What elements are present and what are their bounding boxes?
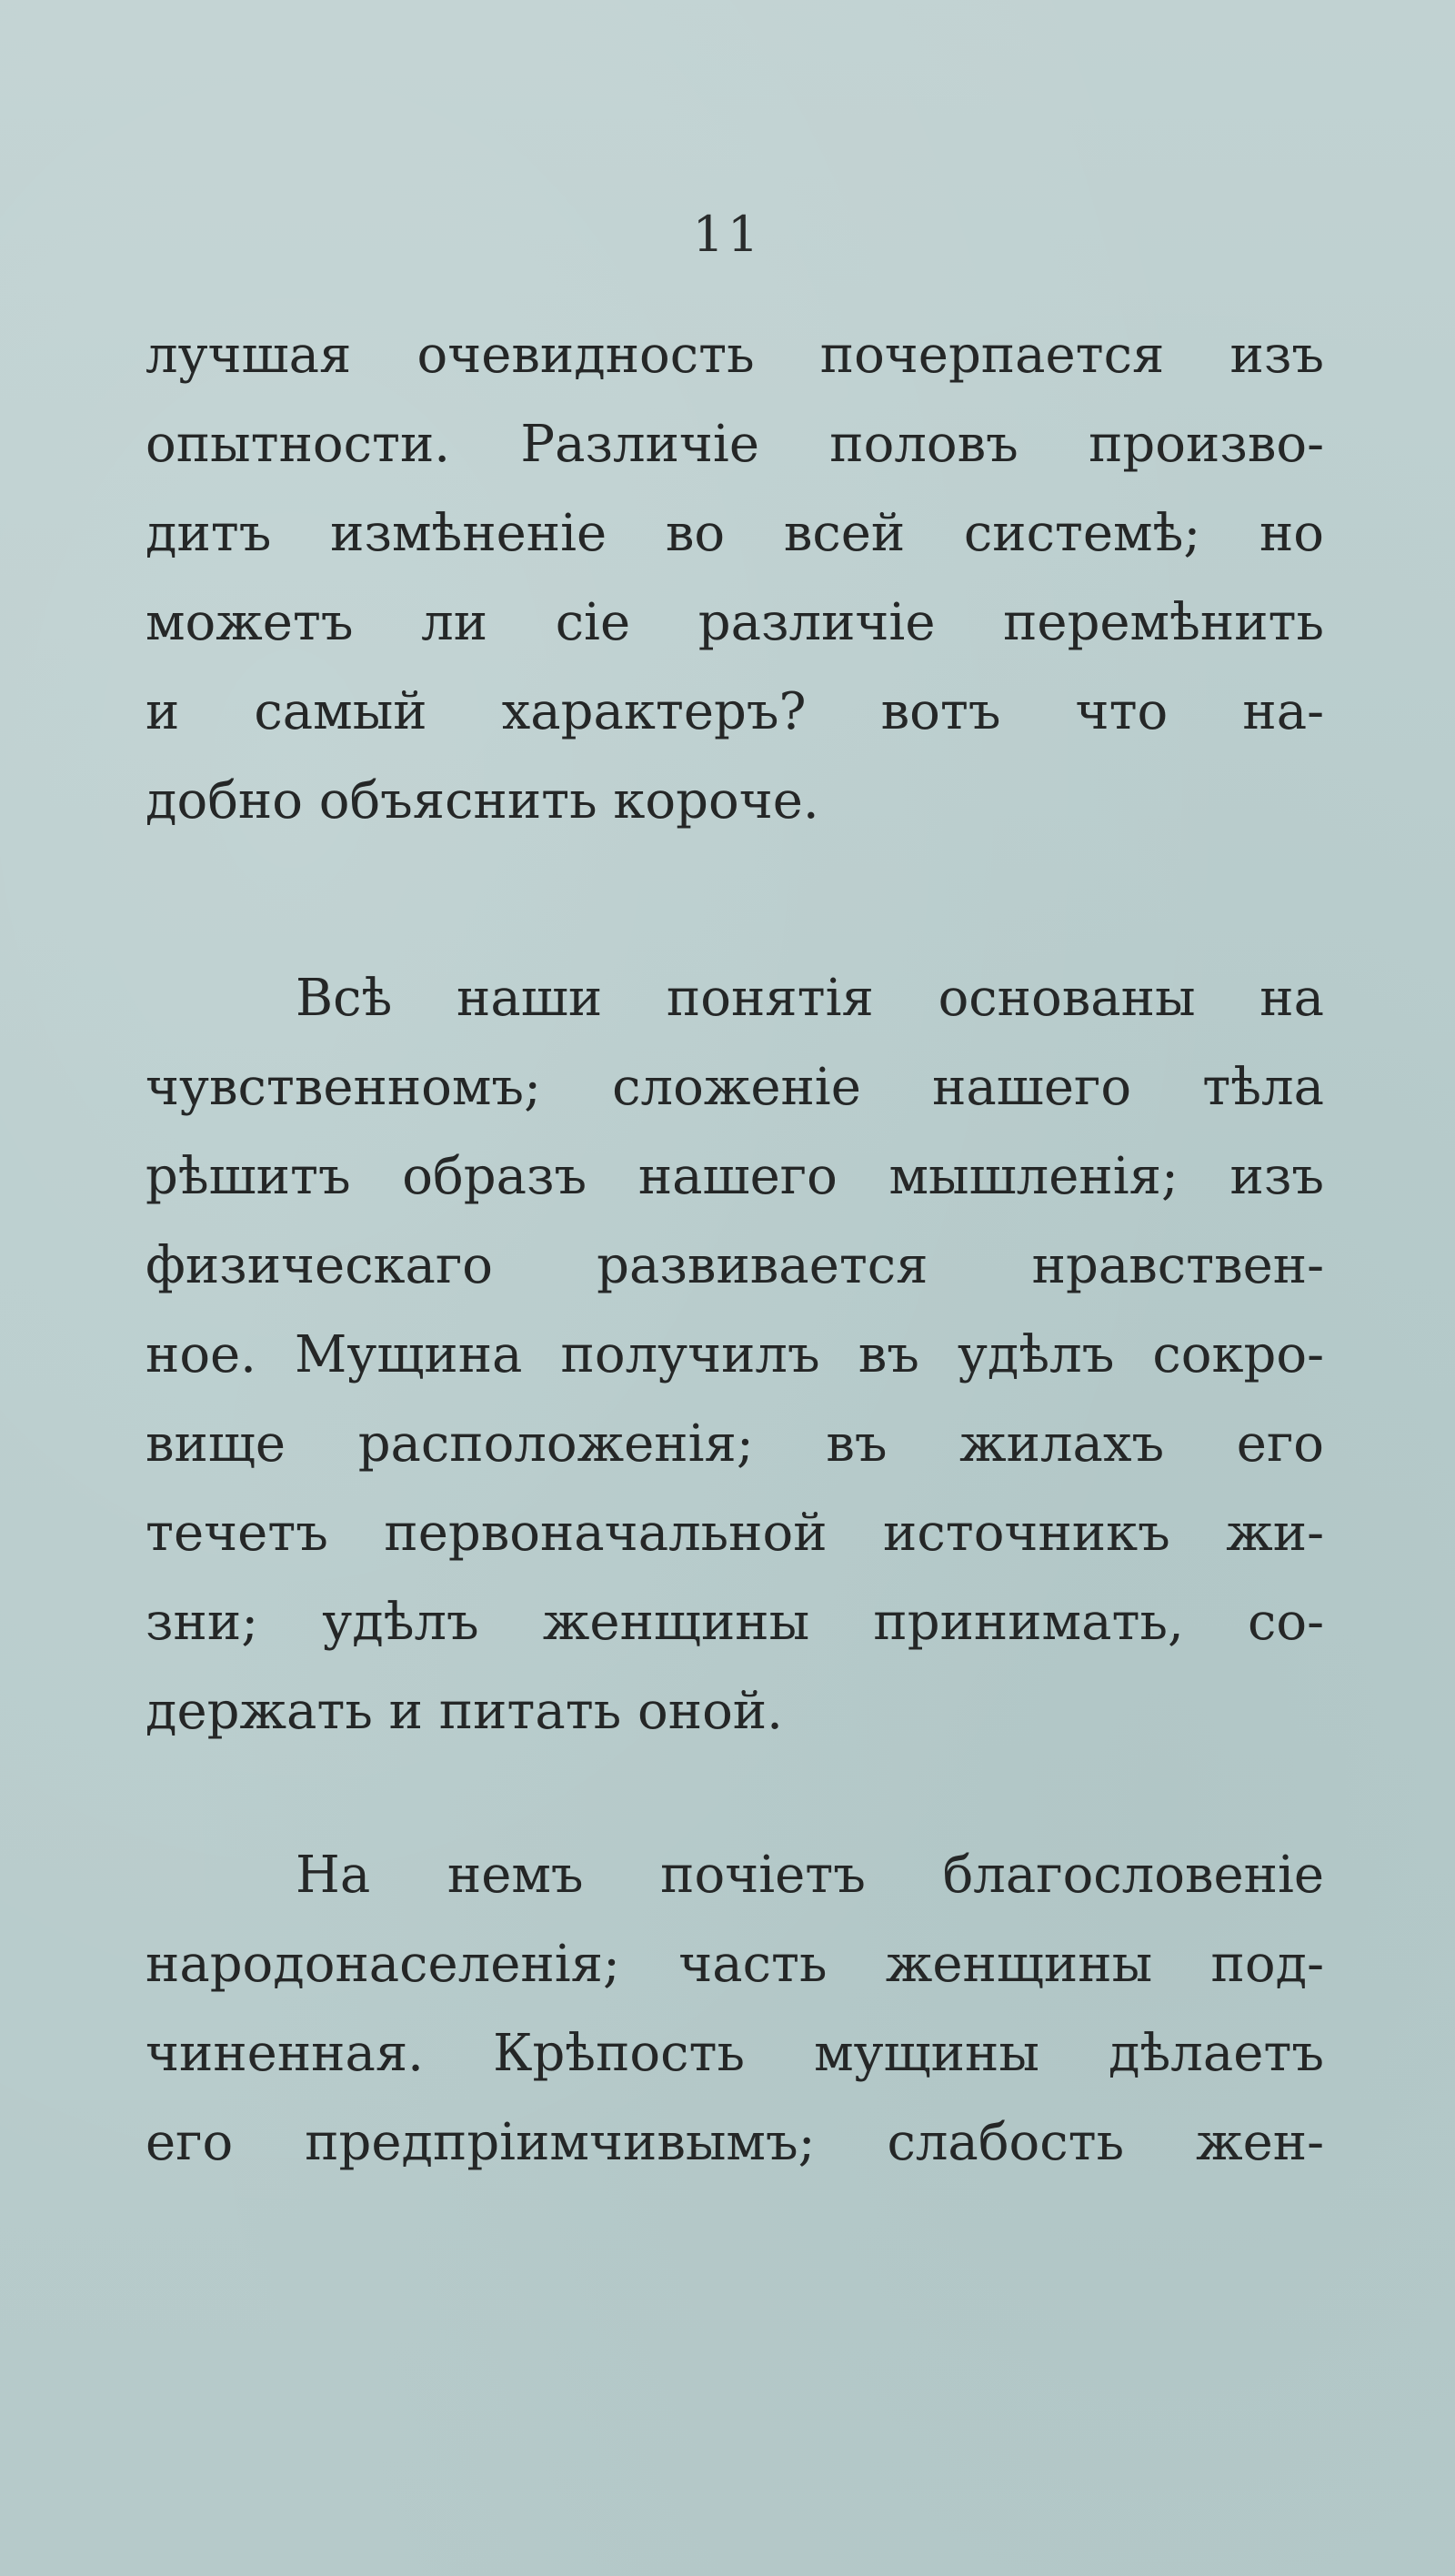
text-line: можетъ ли сіе различіе перемѣнить <box>146 593 1324 652</box>
text-line: Всѣ наши понятія основаны на <box>296 969 1324 1028</box>
text-line: лучшая очевидность почерпается изъ <box>146 326 1324 385</box>
text-line: ное. Мущина получилъ въ удѣлъ сокро- <box>146 1325 1324 1384</box>
text-line: вище расположенія; въ жилахъ его <box>146 1414 1324 1474</box>
text-line: и самый характеръ? вотъ что на- <box>146 682 1324 741</box>
text-line: зни; удѣлъ женщины принимать, со- <box>146 1593 1324 1652</box>
text-line: течетъ первоначальной источникъ жи- <box>146 1504 1324 1563</box>
text-line: На немъ почіетъ благословеніе <box>296 1846 1324 1905</box>
paragraph-2 <box>146 954 1324 1756</box>
page-number: 11 <box>692 206 763 263</box>
text-line: чувственномъ; сложеніе нашего тѣла <box>146 1058 1324 1117</box>
text-line: народонаселенія; часть женщины под- <box>146 1935 1324 1994</box>
text-line: рѣшитъ образъ нашего мышленія; изъ <box>146 1147 1324 1206</box>
text-line: его предпріимчивымъ; слабость жен- <box>146 2113 1324 2172</box>
text-line: опытности. Различіе половъ произво- <box>146 415 1324 474</box>
text-line: физическаго развивается нравствен- <box>146 1236 1324 1295</box>
text-line: чиненная. Крѣпость мущины дѣлаетъ <box>146 2024 1324 2083</box>
text-line: добно объяснить короче. <box>146 771 819 830</box>
text-line: держать и питать оной. <box>146 1682 783 1741</box>
paragraph-3 <box>146 1831 1324 2188</box>
paragraph-1 <box>146 311 1324 846</box>
text-line: дитъ измѣненіе во всей системѣ; но <box>146 504 1324 563</box>
